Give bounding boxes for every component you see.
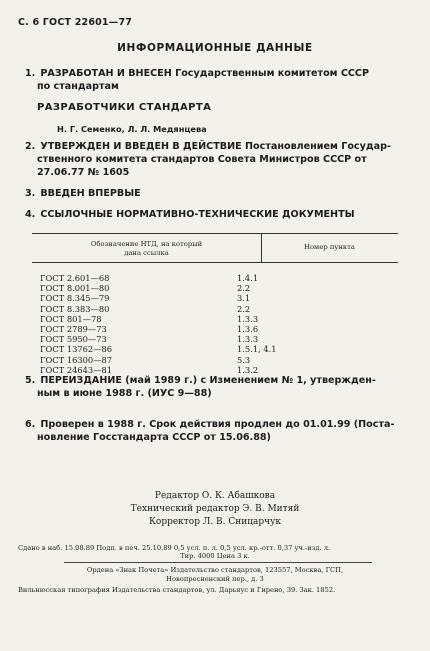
table-cell-document: ГОСТ 24643—81 xyxy=(40,364,113,375)
section-1 xyxy=(25,67,369,93)
table-header-point: Номер пункта xyxy=(304,243,355,251)
imprint-line-1: Сдано в наб. 15.08.89 Подп. в печ. 25.10.89 0,5 усл. п. л. 0,5 усл. кр.-отт. 0,37 уч.-изд. л. xyxy=(18,544,331,552)
table-row xyxy=(40,304,337,314)
table-cell-point: 1.3.3 xyxy=(237,313,259,324)
section-3 xyxy=(25,187,141,200)
section-6-line1: Проверен в 1988 г. Срок действия продлен до 01.01.99 (Поста- xyxy=(40,419,395,430)
table-cell-point: 1.3.2 xyxy=(237,364,259,375)
table-cell-document: ГОСТ 8.383—80 xyxy=(40,303,110,314)
table-header-rule xyxy=(32,262,398,263)
technical-editor: Технический редактор Э. В. Митяй xyxy=(130,504,300,514)
imprint-line-2: Тир. 4000 Цена 3 к. xyxy=(180,552,250,560)
table-row xyxy=(40,293,337,303)
table-cell-point: 1.3.6 xyxy=(237,324,259,335)
section-5-number: 5. xyxy=(25,375,36,386)
table-cell-document: ГОСТ 2.601—68 xyxy=(40,273,110,283)
page-title: ИНФОРМАЦИОННЫЕ ДАННЫЕ xyxy=(117,42,313,54)
table-cell-document: ГОСТ 5950—73 xyxy=(40,334,107,345)
table-cell-point: 2.2 xyxy=(237,303,251,314)
table-row xyxy=(40,314,337,324)
section-4-text: ССЫЛОЧНЫЕ НОРМАТИВНО-ТЕХНИЧЕСКИЕ ДОКУМЕНТЫ xyxy=(40,209,355,220)
table-cell-document: ГОСТ 8.345—79 xyxy=(40,293,110,304)
table-header-document xyxy=(32,240,261,257)
table-cell-point: 2.2 xyxy=(237,283,251,294)
table-cell-point: 1.5.1, 4.1 xyxy=(237,344,277,355)
section-1-number: 1. xyxy=(25,68,36,79)
table-cell-document: ГОСТ 16300—87 xyxy=(40,354,113,365)
page-header: С. 6 ГОСТ 22601—77 xyxy=(18,17,133,28)
section-2 xyxy=(25,140,391,179)
table-row xyxy=(40,344,337,354)
table-cell-point: 1.3.3 xyxy=(237,334,259,345)
imprint-line-3: Ордена «Знак Почета» Издательство стандартов, 123557, Москва, ГСП, xyxy=(86,566,344,574)
editor: Редактор О. К. Абашкова xyxy=(154,491,276,501)
section-5 xyxy=(25,374,376,400)
section-2-line1: УТВЕРЖДЕН И ВВЕДЕН В ДЕЙСТВИЕ Постановлением Государ- xyxy=(40,141,391,152)
table-row xyxy=(40,334,337,344)
section-2-line3: 27.06.77 № 1605 xyxy=(37,167,130,178)
table-cell-point: 1.4.1 xyxy=(237,273,259,283)
section-6-number: 6. xyxy=(25,419,36,430)
developers-names: Н. Г. Семенко, Л. Л. Медянцева xyxy=(57,124,207,134)
table-cell-point: 3.1 xyxy=(237,293,251,304)
section-5-line1: ПЕРЕИЗДАНИЕ (май 1989 г.) с Изменением № 1, утвержден- xyxy=(40,375,376,386)
table-row xyxy=(40,355,337,365)
imprint-line-4: Новопресненский пер., д. 3 xyxy=(166,575,264,583)
table-cell-point: 5.3 xyxy=(237,354,251,365)
section-6 xyxy=(25,418,394,444)
table-header-document-line1: Обозначение НТД, на который xyxy=(90,240,203,248)
table-top-rule xyxy=(32,233,398,234)
table-body xyxy=(40,273,337,375)
table-row xyxy=(40,283,337,293)
table-cell-document: ГОСТ 13762—86 xyxy=(40,344,113,355)
table-cell-document: ГОСТ 801—78 xyxy=(40,313,102,324)
section-4 xyxy=(25,208,355,221)
section-3-text: ВВЕДЕН ВПЕРВЫЕ xyxy=(40,188,141,199)
table-row xyxy=(40,324,337,334)
section-2-number: 2. xyxy=(25,141,36,152)
section-2-line2: ственного комитета стандартов Совета Министров СССР от xyxy=(37,154,367,165)
table-cell-document: ГОСТ 2789—73 xyxy=(40,324,107,335)
table-cell-document: ГОСТ 8.001—80 xyxy=(40,283,110,294)
imprint-rule xyxy=(64,562,372,563)
section-6-line2: новление Госстандарта СССР от 15.06.88) xyxy=(37,432,271,443)
section-3-number: 3. xyxy=(25,188,36,199)
developers-title: РАЗРАБОТЧИКИ СТАНДАРТА xyxy=(37,102,212,113)
table-header-document-line2: дана ссылка xyxy=(124,248,169,257)
section-5-line2: ным в июне 1988 г. (ИУС 9—88) xyxy=(37,388,212,399)
corrector: Корректор Л. В. Сницарчук xyxy=(148,517,282,527)
table-row xyxy=(40,273,337,283)
imprint-line-5: Вильнюсская типография Издательства стандартов, ул. Дарьяус и Гирено, 39. Зак. 1852. xyxy=(18,586,336,594)
section-1-line1: РАЗРАБОТАН И ВНЕСЕН Государственным комитетом СССР xyxy=(40,68,369,79)
section-1-line2: по стандартам xyxy=(37,81,119,92)
section-4-number: 4. xyxy=(25,209,36,220)
